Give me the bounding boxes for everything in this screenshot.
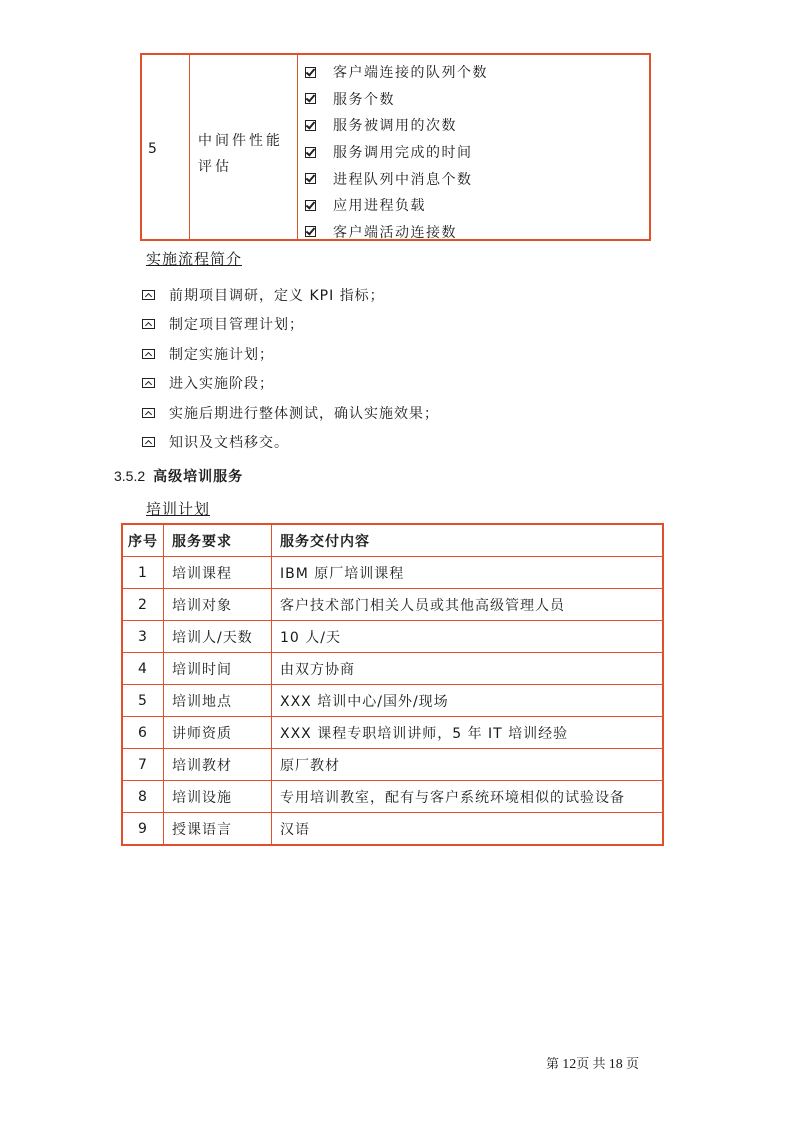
checkbox-checked-icon: [305, 93, 316, 104]
row-category: 中间件性能评估: [198, 133, 283, 175]
list-item: 制定项目管理计划；: [142, 310, 439, 340]
column-header: 服务交付内容: [272, 524, 664, 557]
arrow-bullet-icon: [142, 378, 155, 388]
metric-item: 客户端活动连接数: [305, 219, 488, 246]
list-item: 知识及文档移交。: [142, 428, 439, 458]
table-row: 5 培训地点 XXX 培训中心/国外/现场: [122, 685, 663, 717]
table-divider: [297, 55, 298, 239]
table-row: 2 培训对象 客户技术部门相关人员或其他高级管理人员: [122, 589, 663, 621]
metric-item: 服务个数: [305, 86, 488, 113]
section-heading: [114, 466, 243, 486]
metric-item: 进程队列中消息个数: [305, 165, 488, 192]
metric-list: [305, 59, 488, 245]
list-item: 前期项目调研，定义 KPI 指标；: [142, 280, 439, 310]
table-row: 6 讲师资质 XXX 课程专职培训讲师，5 年 IT 培训经验: [122, 717, 663, 749]
checkbox-checked-icon: [305, 120, 316, 131]
flow-step-list: [142, 280, 439, 457]
arrow-bullet-icon: [142, 319, 155, 329]
table-row: 9 授课语言 汉语: [122, 813, 663, 846]
total-pages: 18: [608, 1057, 623, 1072]
list-item: 实施后期进行整体测试，确认实施效果；: [142, 398, 439, 428]
checkbox-checked-icon: [305, 67, 316, 78]
table-row: 7 培训教材 原厂教材: [122, 749, 663, 781]
table-row: 8 培训设施 专用培训教室，配有与客户系统环境相似的试验设备: [122, 781, 663, 813]
checkbox-checked-icon: [305, 226, 316, 237]
training-plan-table: [121, 523, 664, 846]
table-header-row: [122, 524, 663, 557]
metric-item: 客户端连接的队列个数: [305, 59, 488, 86]
arrow-bullet-icon: [142, 290, 155, 300]
section-number: 3.5.2: [114, 468, 146, 484]
arrow-bullet-icon: [142, 349, 155, 359]
checkbox-checked-icon: [305, 147, 316, 158]
list-item: 制定实施计划；: [142, 339, 439, 369]
table-divider: [189, 55, 190, 239]
column-header: 序号: [122, 524, 164, 557]
page-footer: 第 12页 共 18 页: [546, 1056, 640, 1072]
page-number: 12: [562, 1057, 577, 1072]
column-header: 服务要求: [164, 524, 272, 557]
table-row: 1 培训课程 IBM 原厂培训课程: [122, 557, 663, 589]
metric-item: 服务调用完成的时间: [305, 139, 488, 166]
middleware-table: [140, 53, 651, 241]
table-row: 3 培训人/天数 10 人/天: [122, 621, 663, 653]
arrow-bullet-icon: [142, 408, 155, 418]
row-number: 5: [148, 141, 157, 157]
section-title: 高级培训服务: [153, 469, 244, 485]
checkbox-checked-icon: [305, 173, 316, 184]
metric-item: 应用进程负载: [305, 192, 488, 219]
checkbox-checked-icon: [305, 200, 316, 211]
arrow-bullet-icon: [142, 437, 155, 447]
list-item: 进入实施阶段；: [142, 369, 439, 399]
metric-item: 服务被调用的次数: [305, 112, 488, 139]
table-row: 4 培训时间 由双方协商: [122, 653, 663, 685]
training-plan-title: 培训计划: [146, 500, 211, 518]
flow-title: 实施流程简介: [146, 250, 243, 268]
